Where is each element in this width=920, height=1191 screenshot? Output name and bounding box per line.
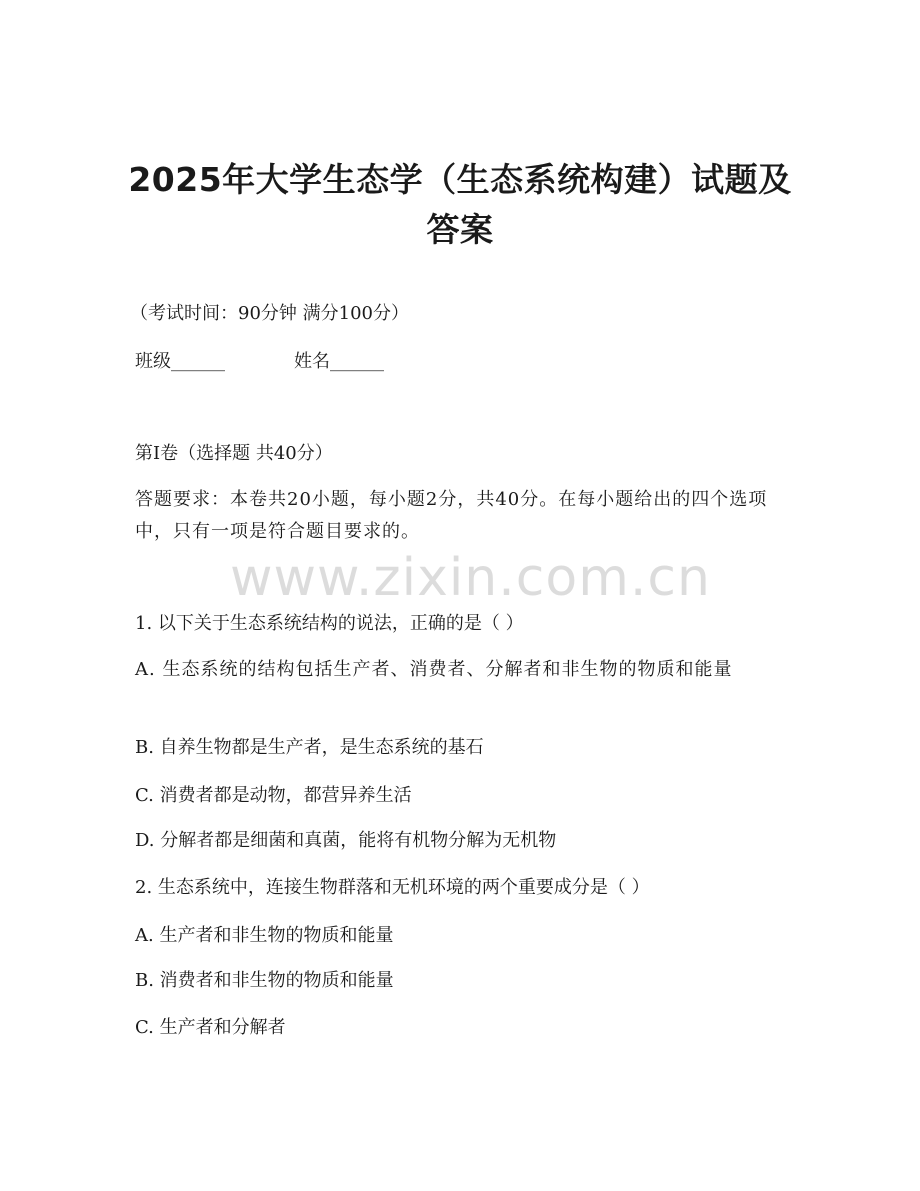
name-field-label: 姓名______ [294, 351, 384, 372]
question-1-option-c: C. 消费者都是动物，都营异养生活 [135, 785, 412, 806]
question-2-option-a: A. 生产者和非生物的物质和能量 [135, 925, 394, 946]
section-title: 第I卷（选择题 共40分） [135, 443, 333, 464]
class-field-label: 班级______ [135, 351, 225, 372]
document-title [80, 155, 840, 255]
question-2-option-b: B. 消费者和非生物的物质和能量 [135, 970, 394, 991]
question-2-option-c: C. 生产者和分解者 [135, 1017, 286, 1038]
question-1-option-b: B. 自养生物都是生产者，是生态系统的基石 [135, 737, 484, 758]
exam-info: （考试时间：90分钟 满分100分） [130, 303, 409, 324]
question-2-stem: 2. 生态系统中，连接生物群落和无机环境的两个重要成分是（ ） [135, 877, 650, 898]
question-1-option-d: D. 分解者都是细菌和真菌，能将有机物分解为无机物 [135, 830, 557, 851]
question-1-option-a: A. 生态系统的结构包括生产者、消费者、分解者和非生物的物质和能量 [135, 659, 733, 680]
title-line-2: 答案 [426, 210, 494, 249]
title-line-1: 2025年大学生态学（生态系统构建）试题及 [128, 160, 792, 199]
instructions: 答题要求：本卷共20小题，每小题2分，共40分。在每小题给出的四个选项中，只有一项是符合题目要求的。 [135, 489, 768, 542]
watermark: www.zixin.com.cn [230, 548, 711, 608]
question-1-stem: 1. 以下关于生态系统结构的说法，正确的是（ ） [135, 613, 524, 634]
